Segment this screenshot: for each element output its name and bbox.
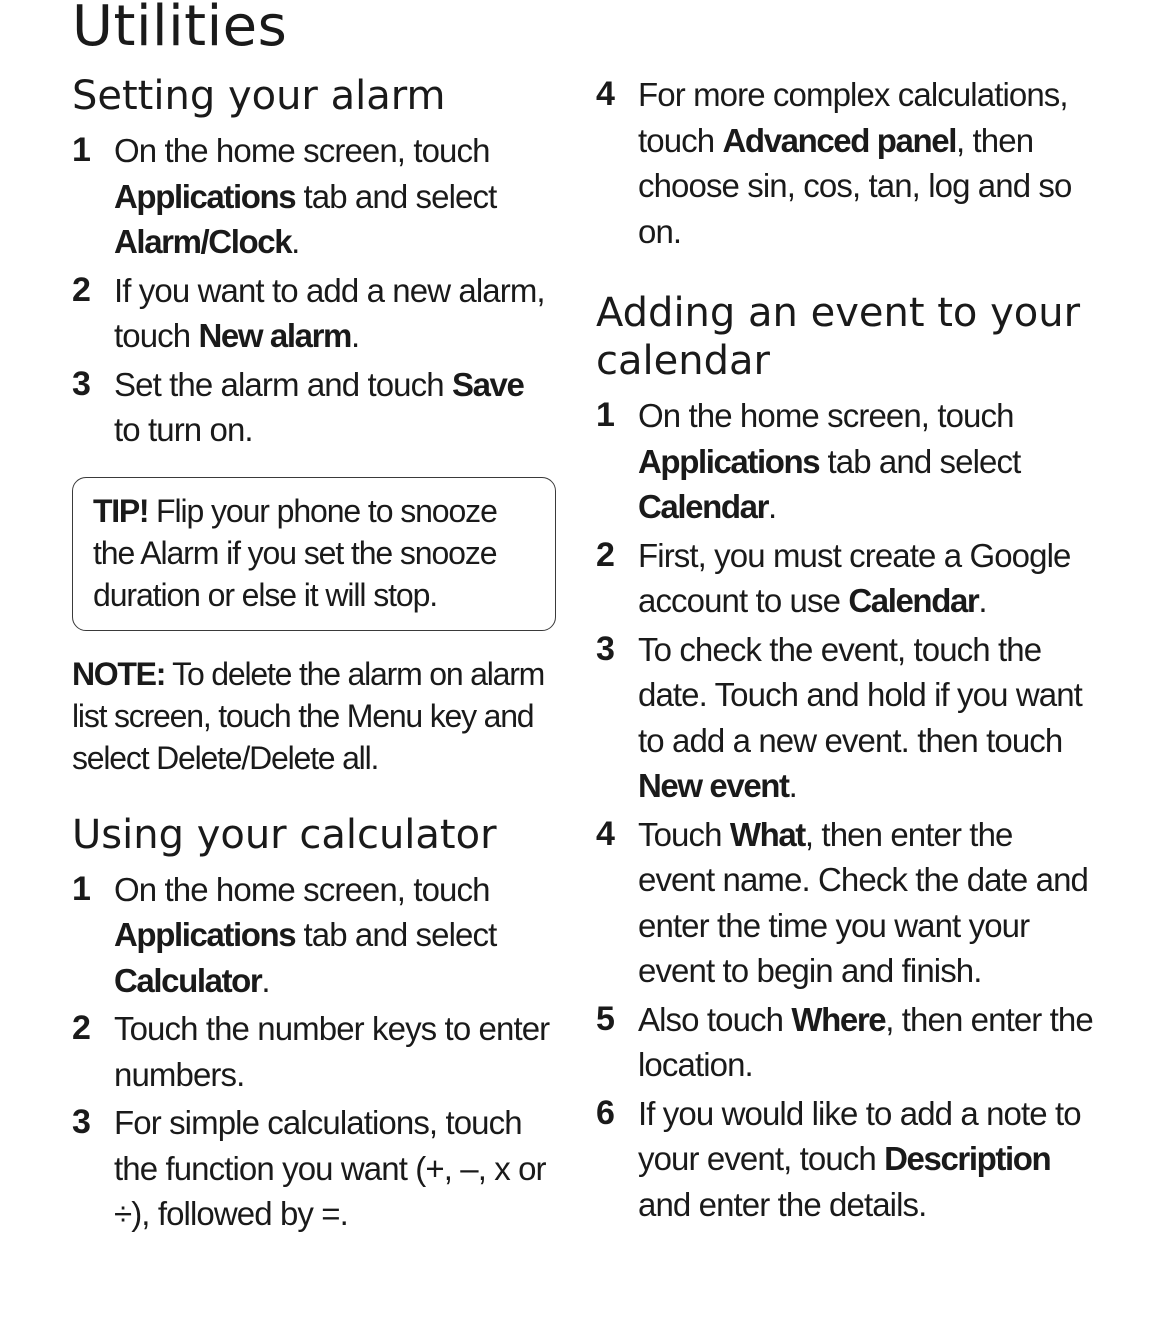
step-number: 4 (596, 75, 615, 113)
step-text: If you want to add a new alarm, touch New alarm. (114, 271, 545, 354)
calculator-step (72, 867, 556, 1004)
step-number: 2 (596, 535, 615, 574)
right-column (596, 72, 1096, 1230)
step-text: Touch What, then enter the event name. Check the date and enter the time you want your event to begin and finish. (638, 815, 1088, 989)
step-number: 1 (72, 131, 91, 169)
tip-label: TIP! (93, 492, 149, 529)
step-text: If you would like to add a note to your event, touch Description and enter the details. (638, 1094, 1081, 1223)
alarm-step (72, 128, 556, 265)
calculator-step (72, 1100, 556, 1237)
step-number: 2 (72, 1009, 91, 1047)
calendar-step (596, 812, 1096, 994)
calendar-step (596, 393, 1096, 530)
note (72, 653, 556, 779)
calculator-step (596, 72, 1096, 254)
left-column (72, 72, 556, 1240)
calendar-step (596, 627, 1096, 809)
tip-box (72, 477, 556, 631)
step-text: Also touch Where, then enter the location. (638, 1000, 1093, 1083)
tip-text: Flip your phone to snooze the Alarm if you set the snooze duration or else it will stop. (93, 492, 497, 613)
calendar-step (596, 997, 1096, 1088)
step-text: Touch the number keys to enter numbers. (114, 1010, 550, 1093)
step-number: 4 (596, 814, 615, 853)
step-number: 3 (72, 364, 91, 403)
alarm-heading: Setting your alarm (72, 73, 446, 119)
page-title: Utilities (72, 0, 288, 59)
step-number: 1 (596, 396, 615, 434)
calendar-step (596, 533, 1096, 624)
calculator-step (72, 1006, 556, 1097)
step-number: 1 (72, 869, 91, 908)
step-text: First, you must create a Google account to use Calendar. (638, 536, 1071, 619)
step-number: 6 (596, 1093, 615, 1132)
note-label: NOTE: (72, 655, 166, 692)
step-text: On the home screen, touch Applications tab and select Calculator. (114, 870, 497, 999)
step-text: On the home screen, touch Applications tab and select Alarm/Clock. (114, 132, 497, 260)
step-text: To check the event, touch the date. Touch and hold if you want to add a new event. then touch New event. (638, 630, 1082, 804)
calculator-heading: Using your calculator (72, 811, 497, 858)
calendar-heading: Adding an event to your calendar (596, 290, 1081, 384)
step-text: For simple calculations, touch the function you want (+, –, x or ÷), followed by =. (114, 1104, 546, 1232)
step-number: 5 (596, 999, 615, 1038)
alarm-step (72, 362, 556, 453)
step-number: 3 (72, 1103, 91, 1141)
note-text: To delete the alarm on alarm list screen, touch the Menu key and select Delete/Delete all. (72, 655, 545, 776)
step-text: For more complex calculations, touch Advanced panel, then choose sin, cos, tan, log and so on. (638, 76, 1072, 250)
alarm-step (72, 268, 556, 359)
calendar-step (596, 1091, 1096, 1228)
step-text: Set the alarm and touch Save to turn on. (114, 365, 524, 448)
step-text: On the home screen, touch Applications tab and select Calendar. (638, 397, 1021, 525)
step-number: 3 (596, 629, 615, 668)
step-number: 2 (72, 270, 91, 309)
